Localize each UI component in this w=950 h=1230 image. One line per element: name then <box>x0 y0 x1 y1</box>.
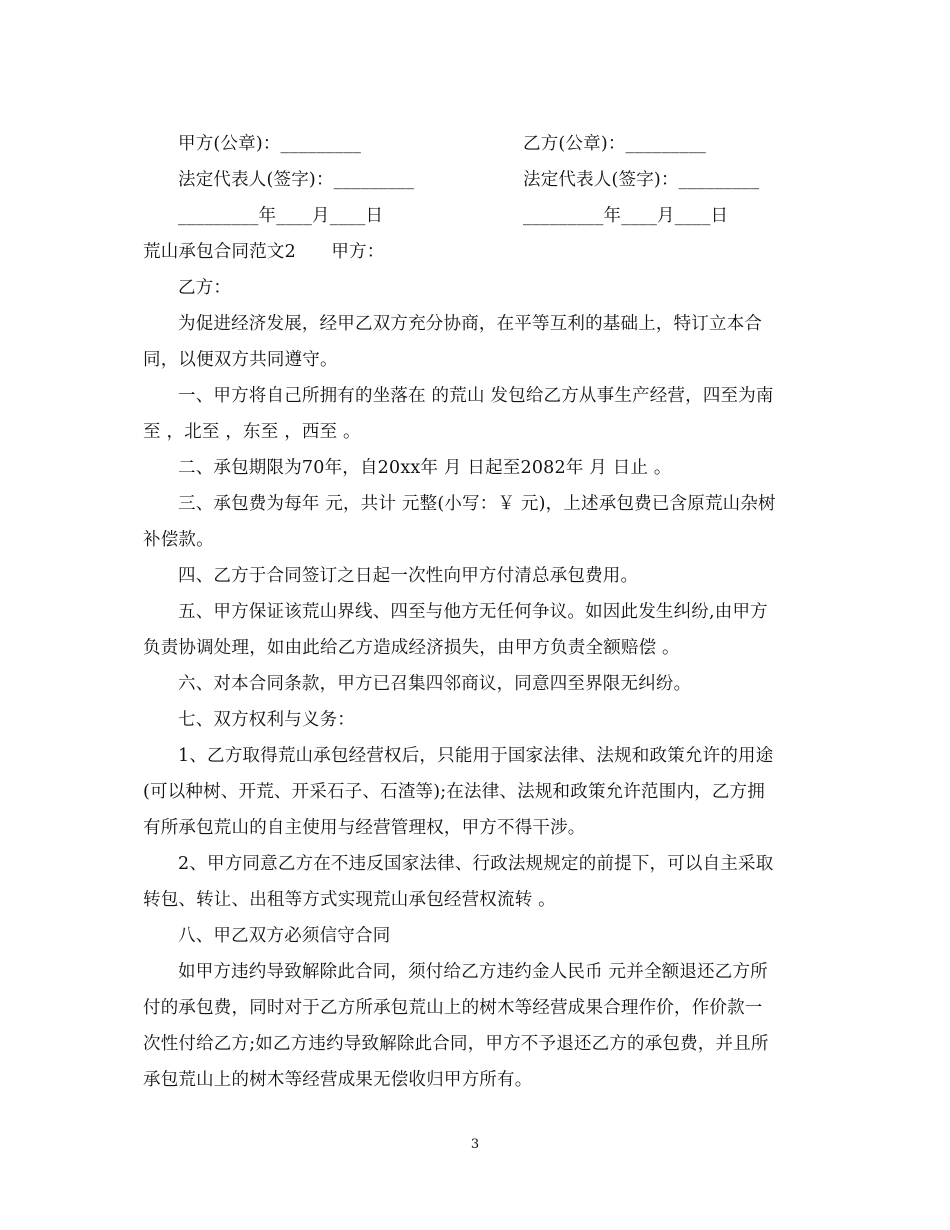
paragraph-line: 转包、转让、出租等方式实现荒山承包经营权流转 。 <box>143 890 556 910</box>
party-a-seal-line: 甲方(公章)：_________ <box>178 134 362 154</box>
party-a-representative-line: 法定代表人(签字)：_________ <box>178 170 415 190</box>
paragraph-line: 二、承包期限为70年，自20xx年 月 日起至2082年 月 日止 。 <box>178 458 672 478</box>
party-b-date-line: _________年____月____日 <box>523 206 729 226</box>
paragraph-line: 六、对本合同条款，甲方已召集四邻商议，同意四至界限无纠纷。 <box>178 674 692 694</box>
paragraph-line: 五、甲方保证该荒山界线、四至与他方无任何争议。如因此发生纠纷,由甲方 <box>178 602 768 622</box>
paragraph-line: 次性付给乙方;如乙方违约导致解除此合同，甲方不予退还乙方的承包费，并且所 <box>143 1034 769 1054</box>
party-b-seal-line: 乙方(公章)：_________ <box>523 134 707 154</box>
contract-heading: 荒山承包合同范文2 甲方： <box>143 242 385 262</box>
paragraph-line: 如甲方违约导致解除此合同，须付给乙方违约金人民币 元并全额退还乙方所 <box>178 962 768 982</box>
paragraph-line: 七、双方权利与义务： <box>178 710 355 730</box>
paragraph-line: 三、承包费为每年 元，共计 元整(小写：￥ 元)，上述承包费已含原荒山杂树 <box>178 494 776 514</box>
paragraph-line: 承包荒山上的树木等经营成果无偿收归甲方所有。 <box>143 1070 533 1090</box>
paragraph-line: 补偿款。 <box>143 530 214 550</box>
paragraph-line: 有所承包荒山的自主使用与经营管理权，甲方不得干涉。 <box>143 818 586 838</box>
paragraph-line: 至 ，北至 ，东至 ，西至 。 <box>143 422 361 442</box>
paragraph-line: 四、乙方于合同签订之日起一次性向甲方付清总承包费用。 <box>178 566 639 586</box>
paragraph-line: 同，以便双方共同遵守。 <box>143 350 338 370</box>
party-b-representative-line: 法定代表人(签字)：_________ <box>523 170 760 190</box>
paragraph-line: 2、甲方同意乙方在不违反国家法律、行政法规规定的前提下，可以自主采取 <box>178 854 774 874</box>
paragraph-line: 付的承包费，同时对于乙方所承包荒山上的树木等经营成果合理作价，作价款一 <box>143 998 763 1018</box>
paragraph-line: 负责协调处理，如由此给乙方造成经济损失，由甲方负责全额赔偿 。 <box>143 638 680 658</box>
party-b-label: 乙方： <box>178 278 232 298</box>
paragraph-line: 1、乙方取得荒山承包经营权后，只能用于国家法律、法规和政策允许的用途 <box>178 746 774 766</box>
party-a-date-line: _________年____月____日 <box>178 206 384 226</box>
paragraph-line: 为促进经济发展，经甲乙双方充分协商，在平等互利的基础上，特订立本合 <box>178 314 763 334</box>
paragraph-line: 八、甲乙双方必须信守合同 <box>178 926 391 946</box>
paragraph-line: 一、甲方将自己所拥有的坐落在 的荒山 发包给乙方从事生产经营，四至为南 <box>178 386 774 406</box>
page-number: 3 <box>470 1137 480 1152</box>
paragraph-line: (可以种树、开荒、开采石子、石渣等);在法律、法规和政策允许范围内，乙方拥 <box>143 782 765 802</box>
